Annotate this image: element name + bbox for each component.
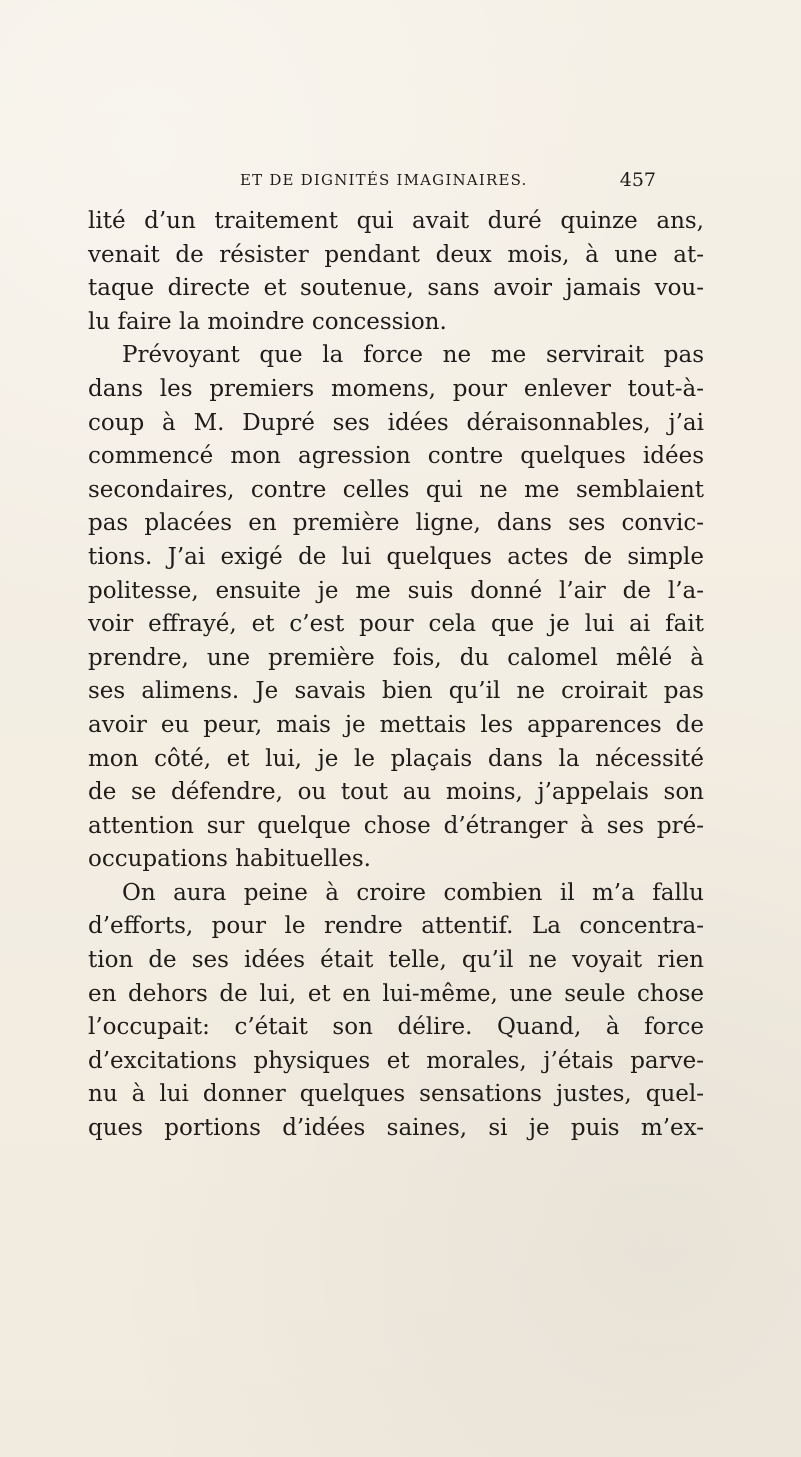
text-line: ses alimens. Je savais bien qu’il ne croirait pas bbox=[88, 678, 704, 705]
text-line: avoir eu peur, mais je mettais les apparences de bbox=[88, 711, 704, 738]
body-text bbox=[88, 205, 704, 1146]
text-line: On aura peine à croire combien il m’a fallu bbox=[122, 879, 704, 906]
text-line: lu faire la moindre concession. bbox=[88, 308, 447, 335]
text-line: dans les premiers momens, pour enlever tout-à- bbox=[88, 375, 704, 402]
text-line: venait de résister pendant deux mois, à une at- bbox=[88, 241, 704, 268]
text-line: l’occupait: c’était son délire. Quand, à force bbox=[88, 1014, 704, 1041]
text-line: taque directe et soutenue, sans avoir jamais vou- bbox=[88, 275, 704, 302]
text-line: secondaires, contre celles qui ne me semblaient bbox=[88, 476, 704, 503]
text-line: attention sur quelque chose d’étranger à ses pré- bbox=[88, 812, 704, 839]
text-line: mon côté, et lui, je le plaçais dans la nécessité bbox=[88, 745, 704, 772]
text-line: commencé mon agression contre quelques idées bbox=[88, 443, 704, 470]
text-line: pas placées en première ligne, dans ses convic- bbox=[88, 510, 704, 537]
text-line: coup à M. Dupré ses idées déraisonnables, j’ai bbox=[88, 409, 704, 436]
text-line: de se défendre, ou tout au moins, j’appelais son bbox=[88, 779, 704, 806]
text-line: occupations habituelles. bbox=[88, 846, 371, 873]
running-title: ET DE DIGNITÉS IMAGINAIRES. bbox=[240, 171, 528, 189]
text-line: Prévoyant que la force ne me servirait pas bbox=[122, 342, 704, 369]
text-line: tions. J’ai exigé de lui quelques actes de simple bbox=[88, 543, 704, 570]
text-line: lité d’un traitement qui avait duré quinze ans, bbox=[88, 208, 704, 234]
text-line: ques portions d’idées saines, si je puis m’ex- bbox=[88, 1115, 704, 1142]
running-header bbox=[240, 171, 656, 199]
text-line: nu à lui donner quelques sensations justes, quel- bbox=[88, 1081, 704, 1108]
text-line: tion de ses idées était telle, qu’il ne voyait rien bbox=[88, 947, 704, 974]
text-line: en dehors de lui, et en lui-même, une seule chose bbox=[88, 980, 704, 1007]
text-line: politesse, ensuite je me suis donné l’air de l’a- bbox=[88, 577, 704, 604]
text-line: prendre, une première fois, du calomel mêlé à bbox=[88, 644, 704, 671]
text-line: d’excitations physiques et morales, j’étais parve- bbox=[88, 1047, 704, 1074]
text-line: voir effrayé, et c’est pour cela que je lui ai fait bbox=[88, 611, 704, 638]
text-line: d’efforts, pour le rendre attentif. La concentra- bbox=[88, 913, 704, 940]
page-number: 457 bbox=[619, 169, 656, 191]
